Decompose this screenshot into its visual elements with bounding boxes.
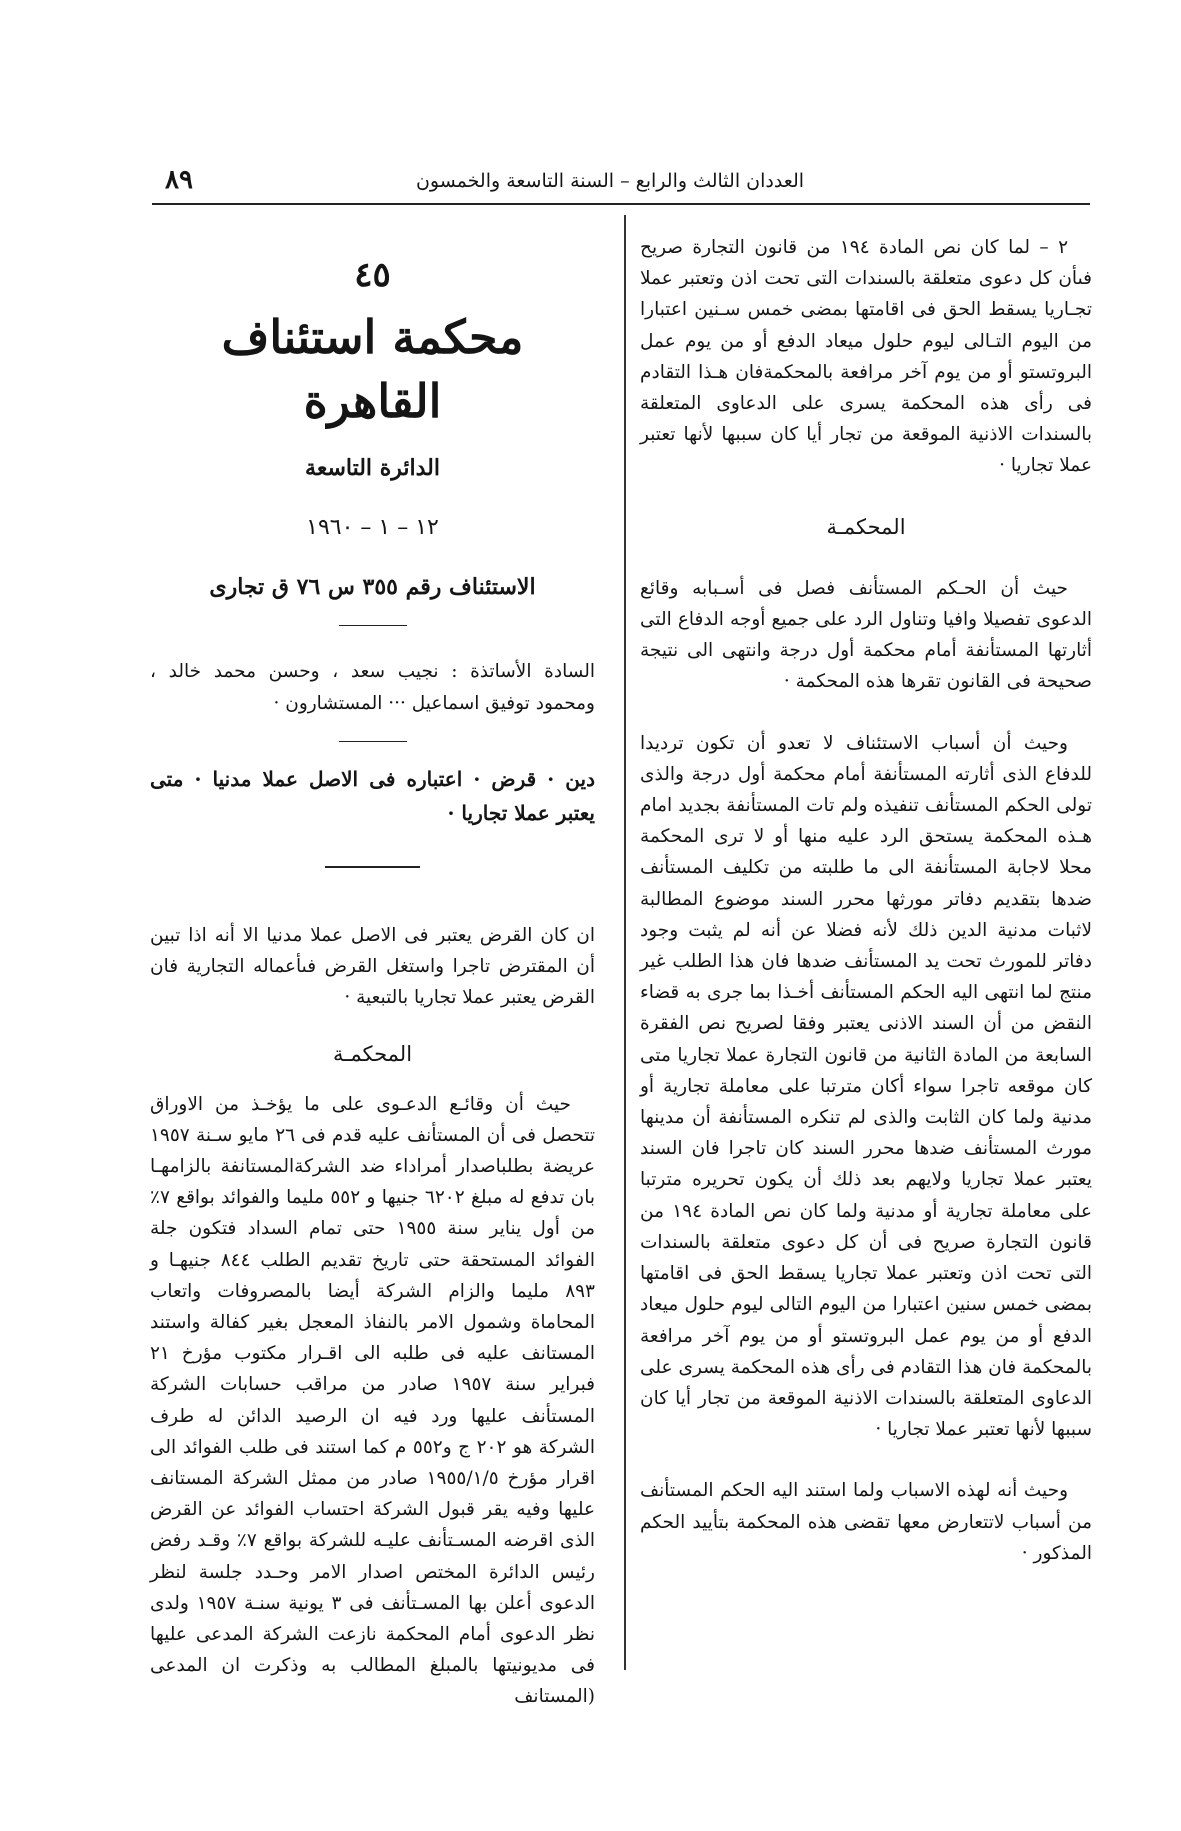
court-name: محكمة استئناف القاهرة [221,310,524,429]
legal-principle: ان كان القرض يعتبر فى الاصل عملا مدنيا الا أنه اذا تبين أن المقترض تاجرا واستغل القرض فىأعماله التجارية فان القرض يعتبر عملا تجاريا بالتبعية · [150,924,595,1009]
facts-paragraph: حيث أن وقائـع الدعـوى على ما يؤخـذ من الاوراق تتحصل فى أن المستأنف عليه قدم فى ٢٦ مايو سـنة ١٩٥٧ عريضة بطلباصدار أمراداء ضد الشركةالمستانفة بالزامهـا بان تدفع له مبلغ ٦٢٠٢ جنيها و ٥٥٢ مليما والفوائد بواقع ٧٪ من أول يناير سنة ١٩٥٥ حتى تمام السداد فتكون جلة الفوائد المستحقة حتى تاريخ تقديم الطلب ٨٤٤ جنيهـا و ٨٩٣ مليما والزام الشركة أيضا بالمصروفات واتعاب المحاماة وشمول الامر بالنفاذ المعجل بغير كفالة واستند المستانف عليه فى طلبه الى اقـرار مكتوب مؤرخ ٢١ فبراير سنة ١٩٥٧ صادر من مراقب حسابات الشركة المستأنف عليها ورد فيه ان الرصيد الدائن له طرف الشركة هو ٢٠٢ ج و٥٥٢ م كما استند فى طلب الفوائد الى اقرار مؤرخ ١٩٥٥/١/٥ صادر من ممثل الشركة المستانف عليها وفيه يقر قبول الشركة احتساب الفوائد عن القرض الذى اقرضه المسـتأنف عليـه للشركة بواقع ٧٪ وقـد رفض رئيس الدائرة المختص اصدار الامر وحـدد جلسة لنظر الدعوى أعلن بها المسـتأنف فى ٣ يونية سنـة ١٩٥٧ ولدى نظر الدعوى أمام المحكمة نازعت الشركة المدعى عليها فى مديونيتها بالمبلغ المطالب به وذكرت ان المدعى (المستانف [150,1093,596,1708]
case-number: ٤٥ [354,255,391,295]
appeal-number: الاستئناف رقم ٣٥٥ س ٧٦ ق تجارى [209,573,536,600]
ruling-paragraph-2: وحيث أن أسباب الاستئناف لا تعدو أن تكون ترديدا للدفاع الذى أثارته المستأنفة أمام محكمة أول درجة والذى تولى الحكم المستأنف تنفيذه ولم تات المستأنفة بجديد امام هـذه المحكمة يستحق الرد عليه منها أو لا ترى المحكمة محلا لاجابة المستأنفة الى ما طلبته من تكليف المستأنف ضدها بتقديم دفاتر مورثها محرر السند موضوع المطالبة لاثبات مدنية الدين ذلك لأنه فضلا عن أنه لم يثبت وجود دفاتر للمورث تحت يد المستأنف ضدها فان هذا الطلب غير منتج لما انتهى اليه الحكم المستأنف أخـذا بما جرى به قضاء النقض من أن السند الاذنى يعتبر وفقا لصريح نص الفقرة السابعة من المادة الثانية من قانون التجارة عملا تجاريا متى كان موقعه تاجرا سواء أكان مترتبا على معاملة تجارية أو مدنية ولما كان الثابت والذى لم تنكره المستأنفة أن مدينها مورث المستأنف ضدها محرر السند كان تاجرا فان السند يعتبر عملا تجاريا ولايهم بعد ذلك أن يكون تحريره مترتبا على معاملة تجارية أو مدنية ولما كان نص المادة ١٩٤ من قانون التجارة صريح فى أن كل دعوى متعلقة بالسندات التى تحت اذن وتعتبر عملا تجاريا يسقط الحق فى اقامتها بمضى خمس سنين اعتبارا من اليوم التالى ليوم حلول ميعاد الدفع أو من يوم عمل البروتستو أو من يوم آخر مرافعة بالمحكمة فان هذا التقادم فى رأى هذه المحكمة يسرى على الدعاوى المتعلقة بالسندات الاذنية الموقعة من تجار أيا كان سببها لأنها تعتبر عملا تجاريا · [640,732,1093,1441]
opening-paragraph: ٢ – لما كان نص المادة ١٩٤ من قانون التجارة صريح فىأن كل دعوى متعلقة بالسندات التى تحت اذن وتعتبر عملا تجـاريا يسقط الحق فى اقامتها بمضى خمس سـنين اعتبارا من اليوم التـالى ليوم حلول ميعاد الدفع أو من يوم عمل البروتستو أو من يوم آخر مرافعة بالمحكمةفان هـذا التقادم فى رأى هذه المحكمة يسرى على الدعاوى المتعلقة بالسندات الاذنية الموقعة من تجار أيا كان سببها لأنها تعتبر عملا تجاريا · [640,237,1092,477]
left-column [150,255,595,1713]
running-header: العددان الثالث والرابع – السنة التاسعة والخمسون [415,170,805,192]
separator-rule [325,866,420,868]
right-column [640,232,1092,1569]
separator-rule [339,741,407,743]
column-divider [624,215,626,1670]
page-number: ٨٩ [165,165,193,195]
header-rule [152,203,1090,205]
court-heading: المحكمـة [332,1042,413,1067]
judges-list: السادة الأساتذة : نجيب سعد ، وحسن محمد خالد ، ومحمود توفيق اسماعيل ··· المستشارون · [150,661,595,714]
separator-rule [339,625,407,627]
ruling-paragraph-1: حيث أن الحـكم المستأنف فصل فى أسـبابه وقائع الدعوى تفصيلا وافيا وتناول الرد على جميع أوجه الدفاع التى أثارتها المستأنفة أمام محكمة أول درجة وانتهى الى نتيجة صحيحة فى القانون تقرها هذه المحكمة · [640,577,1092,693]
ruling-paragraph-3: وحيث أنه لهذه الاسباب ولما استند اليه الحكم المستأنف من أسباب لاتتعارض معها تقضى هذه المحكمة بتأييد الحكم المذكور · [640,1480,1092,1564]
court-heading: المحكمـة [826,514,906,539]
keywords: دين · قرض · اعتباره فى الاصل عملا مدنيا · متى يعتبر عملا تجاريا · [150,767,595,826]
ruling-date: ١٢ – ١ – ١٩٦٠ [306,515,439,541]
circuit-name: الدائرة التاسعة [305,455,440,482]
